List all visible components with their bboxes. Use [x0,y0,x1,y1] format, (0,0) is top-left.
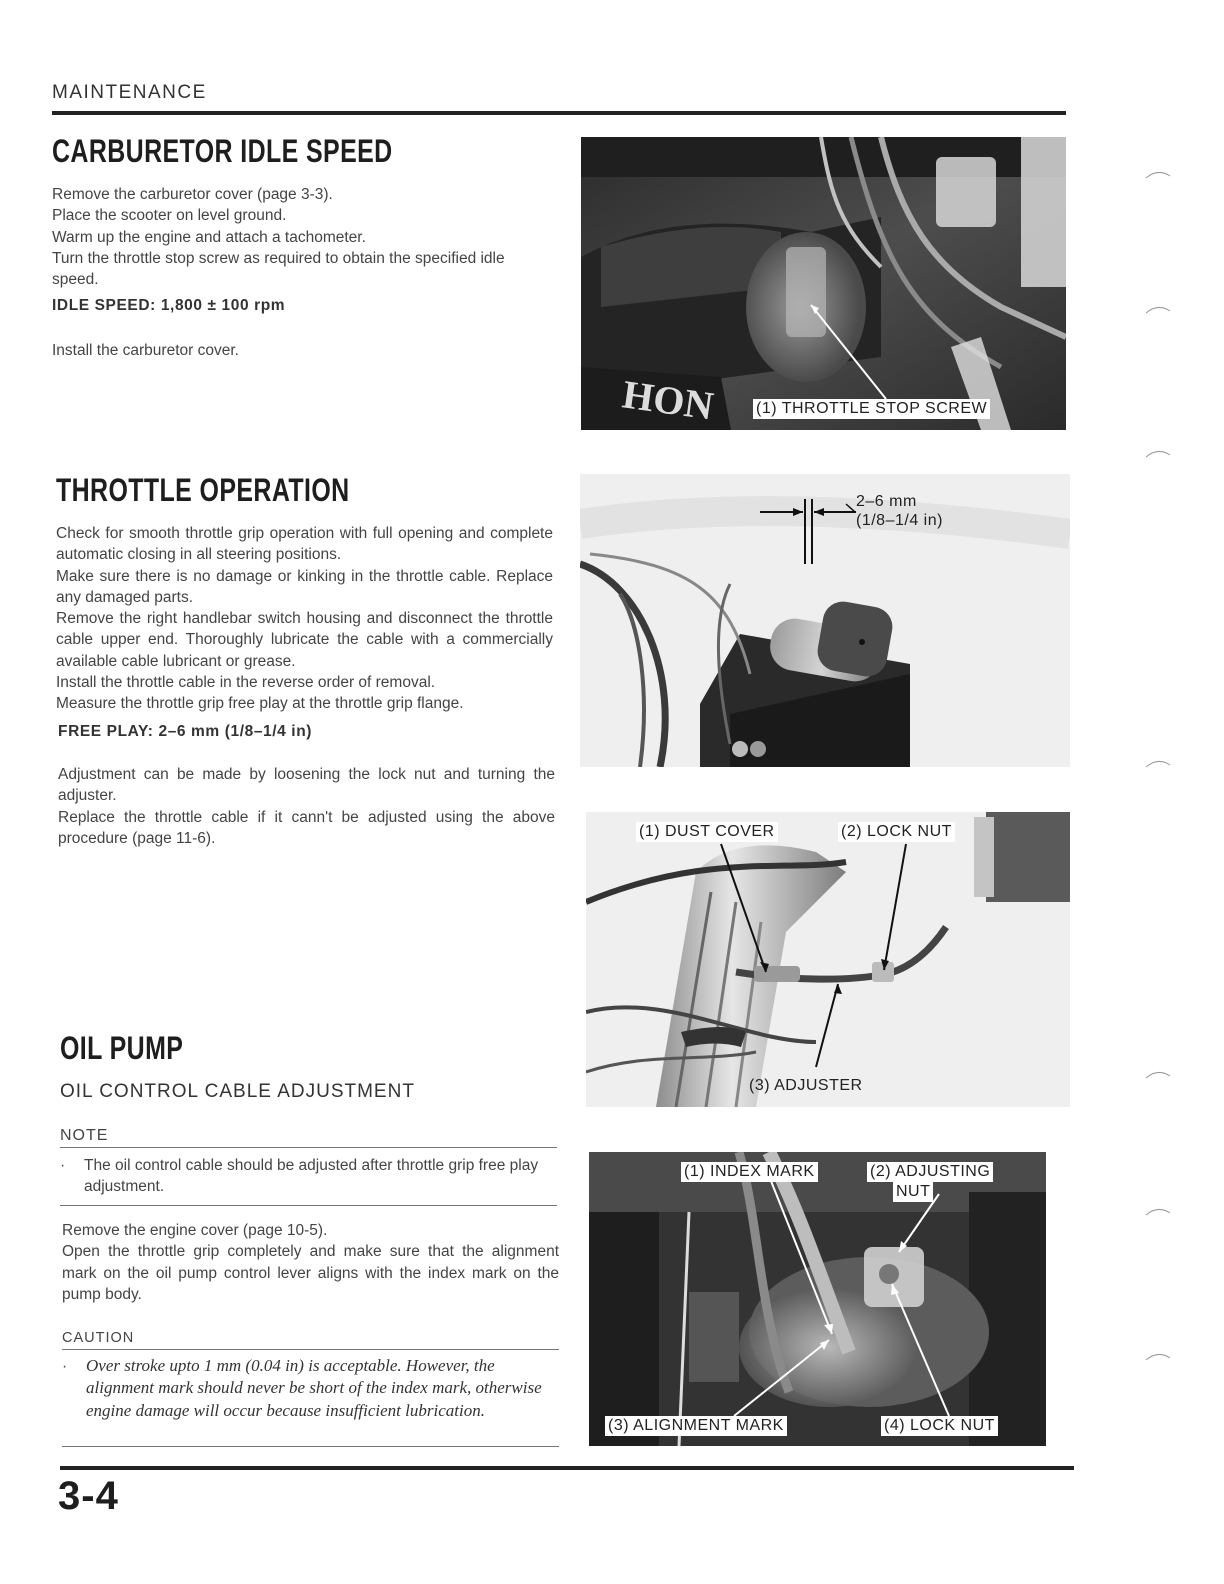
oil-pump-marks-photo [589,1152,1046,1446]
throttle-stop-screw-illustration [581,137,1066,430]
throttle-line: Measure the throttle grip free play at the throttle grip flange. [56,695,464,713]
throttle-grip-illustration [580,474,1070,767]
throttle-operation-heading: THROTTLE OPERATION [56,472,350,508]
note-text: The oil control cable should be adjusted after throttle grip free play adjustment. [84,1157,539,1196]
caution-bottom-rule [62,1446,559,1447]
edge-mark [1144,168,1172,182]
freeplay-mm-label: 2–6 mm [856,493,917,510]
throttle-after-line: Replace the throttle cable if it cann't be adjusted using the above procedure (page 11-6). [58,808,555,847]
caution-top-rule [62,1349,559,1350]
carb-idle-line: Remove the carburetor cover (page 3-3). [52,186,333,203]
note-box [60,1155,557,1198]
edge-mark [1144,757,1172,771]
carb-idle-final: Install the carburetor cover. [52,342,239,359]
oil-pump-illustration [589,1152,1046,1446]
carb-idle-body [52,184,552,290]
caution-label: CAUTION [62,1330,135,1346]
lock-nut-4-label: (4) LOCK NUT [881,1416,998,1436]
throttle-grip-freeplay-photo [580,474,1070,767]
section-header: MAINTENANCE [52,82,207,103]
oil-pump-line: Remove the engine cover (page 10-5). [62,1222,328,1239]
dust-cover-label: (1) DUST COVER [636,822,778,842]
throttle-stop-screw-photo [581,137,1066,430]
throttle-stop-screw-label: (1) THROTTLE STOP SCREW [753,399,990,419]
throttle-cable-adjuster-illustration [586,812,1070,1107]
oil-pump-heading: OIL PUMP [60,1030,184,1066]
edge-mark [1144,1205,1172,1219]
oil-pump-line: Open the throttle grip completely and make sure that the alignment mark on the oil pump control lever aligns with the index mark on the pump body. [62,1243,559,1303]
caution-item [62,1355,559,1422]
throttle-after-line: Adjustment can be made by loosening the lock nut and turning the adjuster. [58,766,555,805]
index-mark-label: (1) INDEX MARK [681,1162,818,1182]
lock-nut-label: (2) LOCK NUT [838,822,955,842]
bullet-dot: · [60,1157,66,1174]
bullet-dot: · [62,1358,68,1375]
edge-mark [1144,1068,1172,1082]
edge-mark [1144,447,1172,461]
adjuster-label: (3) ADJUSTER [749,1077,863,1094]
note-label: NOTE [60,1127,109,1144]
alignment-mark-label: (3) ALIGNMENT MARK [605,1416,787,1436]
carb-idle-line: Warm up the engine and attach a tachometer. [52,228,366,246]
footer-rule [60,1466,1074,1470]
throttle-adjustment-body [58,764,555,849]
throttle-line: Install the throttle cable in the reverse order of removal. [56,674,436,692]
adjusting-nut-label: (2) ADJUSTING [867,1162,993,1182]
edge-mark [1144,1350,1172,1364]
free-play-spec: FREE PLAY: 2–6 mm (1/8–1/4 in) [58,723,313,740]
throttle-operation-body [56,523,553,715]
caution-text: Over stroke upto 1 mm (0.04 in) is acceptable. However, the alignment mark should never be short of the index mark, otherwise engine damage will occur because insufficient lubrication. [86,1356,542,1420]
throttle-cable-adjuster-photo [586,812,1070,1107]
svg-text:HON: HON [619,371,717,429]
throttle-line: Remove the right handlebar switch housing and disconnect the throttle cable upper end. Thoroughly lubricate the cable with a commercially available cable lubricant or grease. [56,610,553,670]
caution-box [62,1355,559,1422]
oil-pump-body [62,1220,559,1305]
note-bottom-rule [60,1205,557,1206]
carb-idle-line: Turn the throttle stop screw as required to obtain the specified idle speed. [52,249,505,289]
header-rule [52,111,1066,115]
note-item [60,1155,557,1198]
oil-control-cable-subhead: OIL CONTROL CABLE ADJUSTMENT [60,1081,415,1102]
throttle-line: Make sure there is no damage or kinking in the throttle cable. Replace any damaged parts. [56,567,553,606]
idle-speed-spec: IDLE SPEED: 1,800 ± 100 rpm [52,297,286,314]
carb-idle-heading: CARBURETOR IDLE SPEED [52,133,393,169]
adjusting-nut-label-line2: NUT [893,1182,933,1202]
freeplay-in-label: (1/8–1/4 in) [856,512,943,529]
page-number: 3-4 [58,1474,119,1518]
throttle-line: Check for smooth throttle grip operation with full opening and complete automatic closing in all steering positions. [56,525,553,564]
edge-mark [1144,303,1172,317]
note-top-rule [60,1147,557,1148]
carb-idle-line: Place the scooter on level ground. [52,207,287,225]
